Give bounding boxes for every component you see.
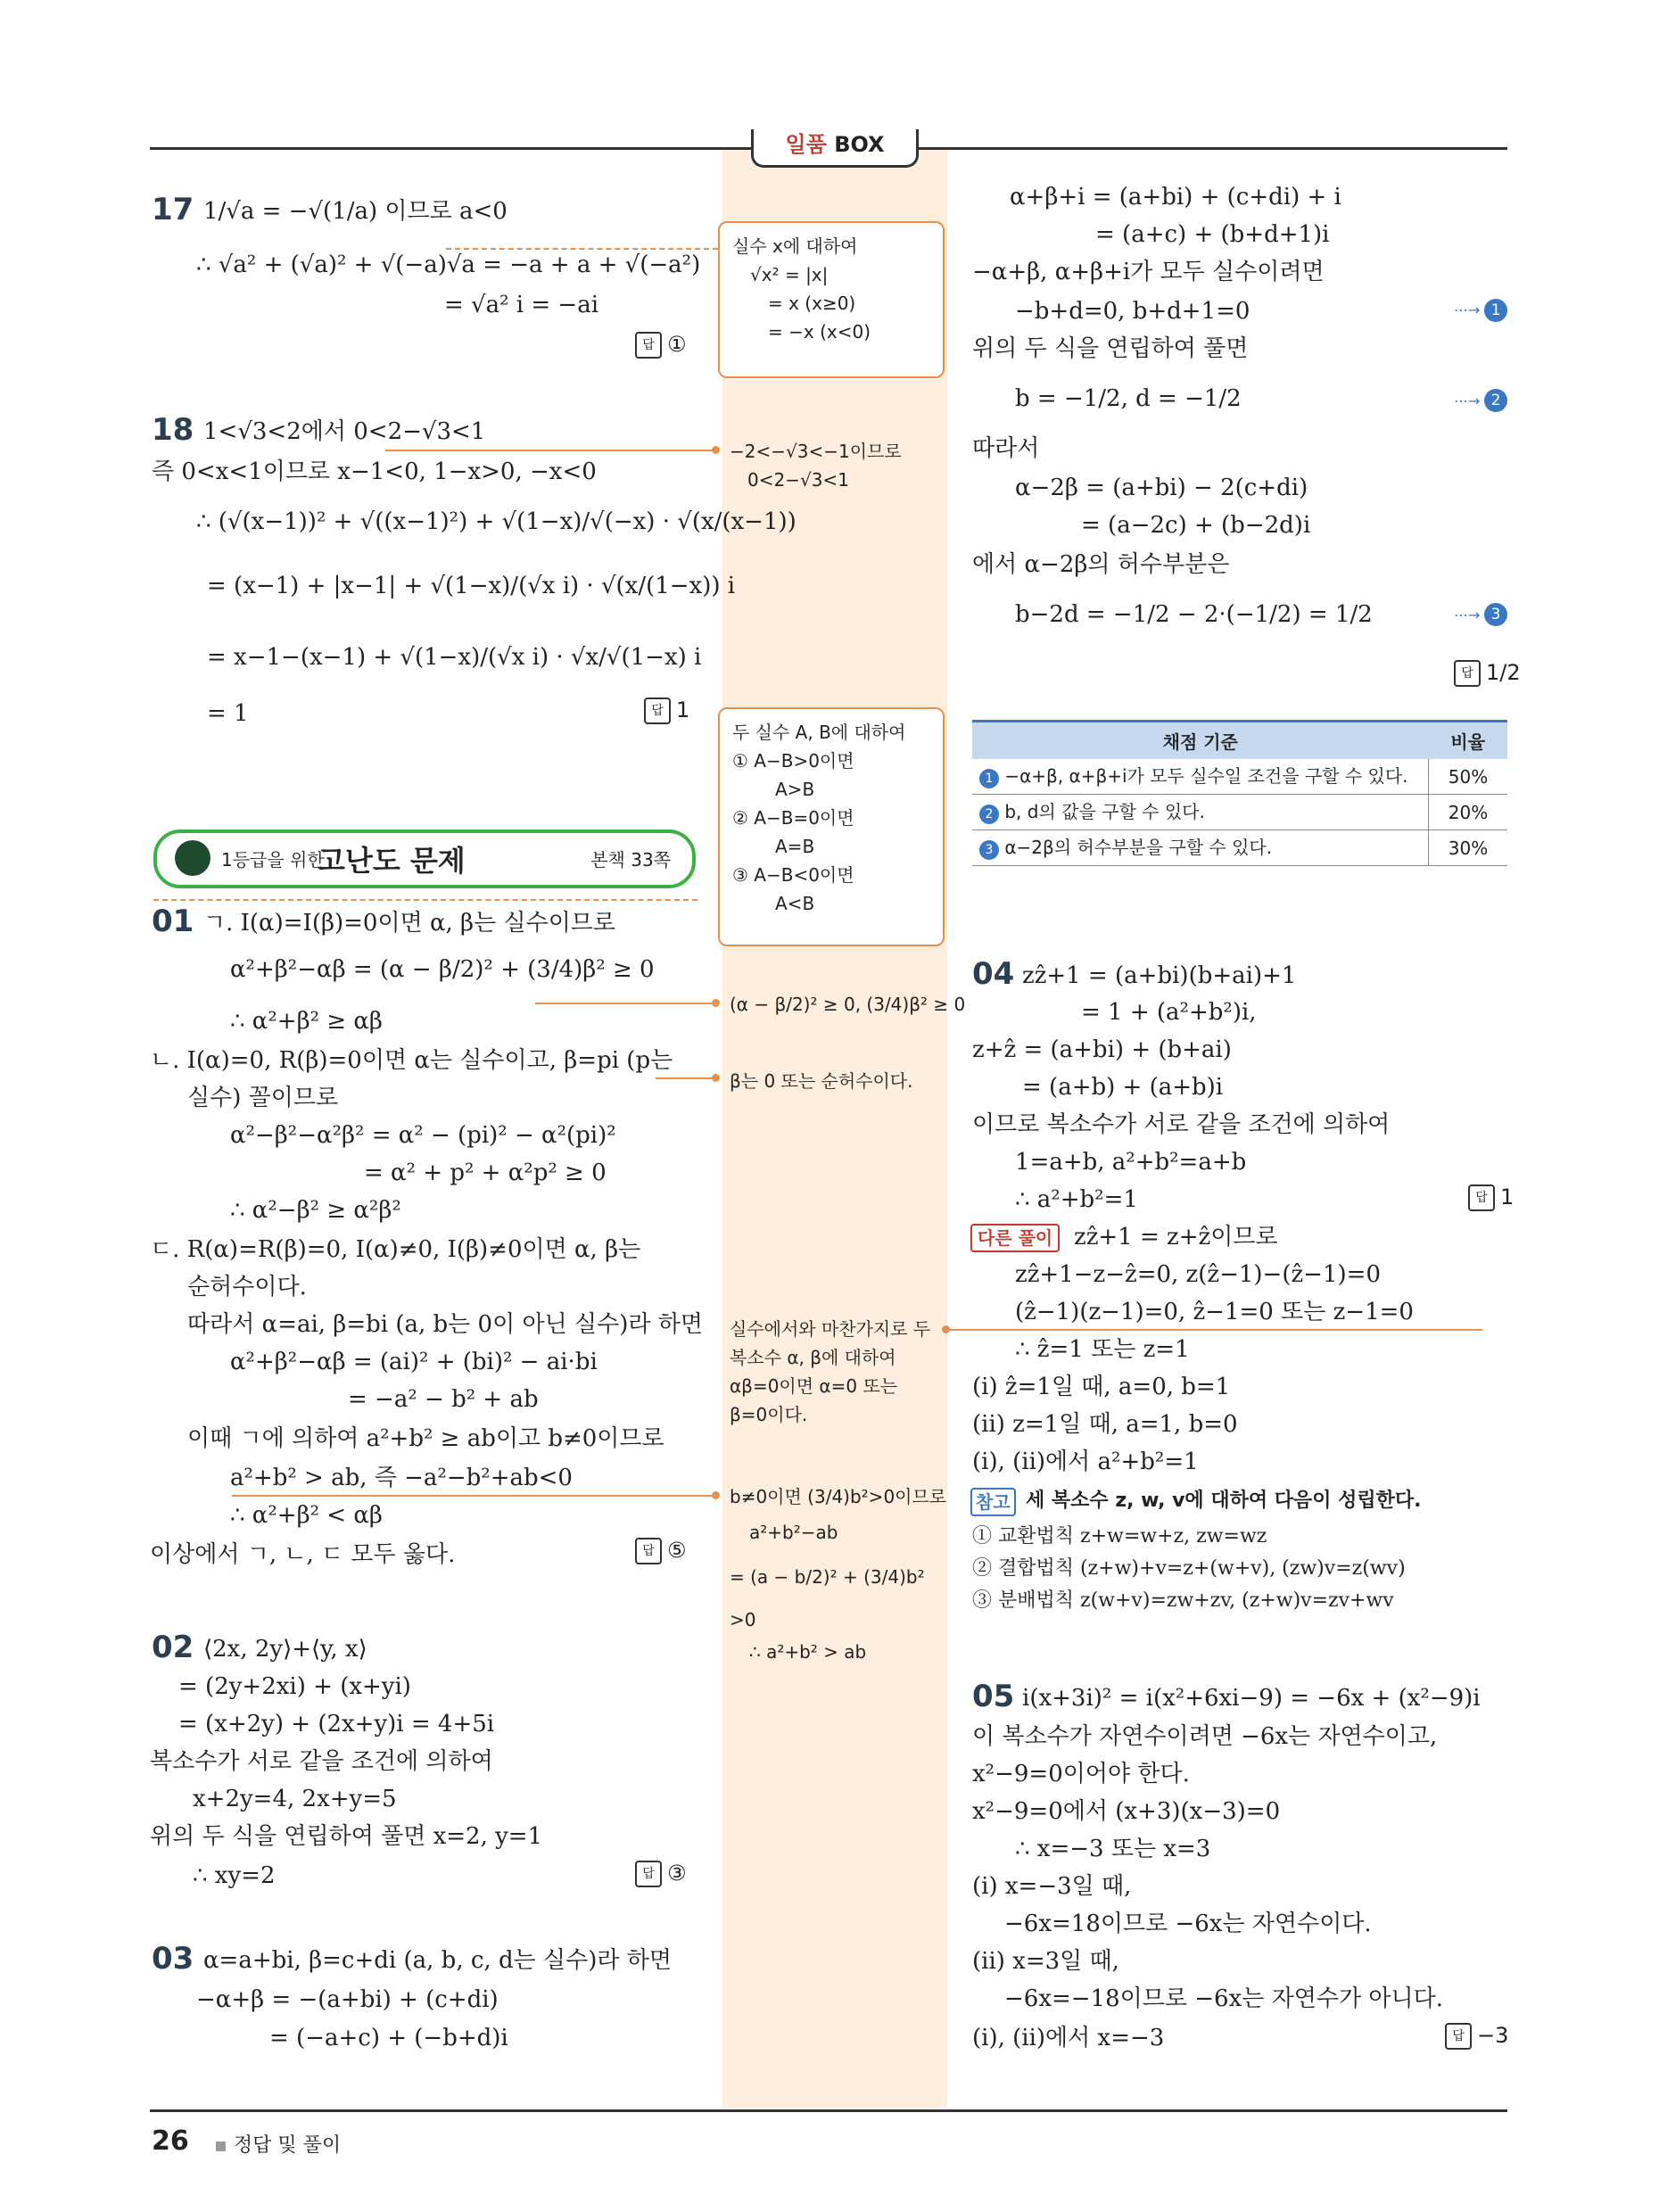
scoring-ratio: 30% bbox=[1429, 830, 1508, 866]
p04-line: = (a+b) + (a+b)i bbox=[1022, 1074, 1224, 1101]
p05-line: i(x+3i)² = i(x²+6xi−9) = −6x + (x²−9)i bbox=[1022, 1685, 1481, 1712]
problem-04-number: 04 bbox=[972, 956, 1015, 992]
p03-line: −α+β, α+β+i가 모두 실수이려면 bbox=[972, 259, 1325, 285]
p17-answer-value: ① bbox=[667, 332, 687, 357]
p01-line: α²+β²−αβ = (ai)² + (bi)² − ai·bi bbox=[230, 1349, 598, 1375]
p05-line: 이 복소수가 자연수이려면 −6x는 자연수이고, bbox=[972, 1723, 1438, 1750]
page-number: 26 bbox=[152, 2125, 189, 2157]
scoring-ratio: 20% bbox=[1429, 795, 1508, 830]
p17-line: ∴ √a² + (√a)² + √(−a)√a = −a + a + √(−a²) bbox=[196, 252, 701, 278]
link-dot bbox=[712, 1074, 720, 1082]
problem-01-number: 01 bbox=[152, 904, 194, 939]
side-note-01c: αβ=0이면 α=0 또는 bbox=[730, 1375, 898, 1397]
p01-underline bbox=[535, 1003, 717, 1004]
p02-line: 복소수가 서로 같을 조건에 의하여 bbox=[150, 1748, 493, 1775]
mark-arrow-icon: ⋯→ bbox=[1454, 607, 1481, 623]
p04-answer bbox=[1468, 1184, 1514, 1211]
p05-answer-value: −3 bbox=[1477, 2023, 1509, 2048]
p18-answer-value: 1 bbox=[676, 697, 690, 722]
answer-icon: 답 bbox=[1445, 2023, 1472, 2050]
answer-icon: 답 bbox=[1468, 1184, 1495, 1211]
p01-line: ㄴ. I(α)=0, R(β)=0이면 α는 실수이고, β=pi (p는 bbox=[150, 1047, 673, 1074]
p04-note-line: ② 결합법칙 (z+w)+v=z+(w+v), (zw)v=z(wv) bbox=[972, 1557, 1406, 1580]
p01-line: = −a² − b² + ab bbox=[348, 1386, 539, 1413]
box-label-en: BOX bbox=[834, 132, 885, 157]
p01-line: ∴ α²−β² ≥ α²β² bbox=[230, 1197, 401, 1224]
p01-line: 이때 ㄱ에 의하여 a²+b² ≥ ab이고 b≠0이므로 bbox=[187, 1425, 664, 1452]
problem-17-number: 17 bbox=[152, 192, 194, 227]
scoring-criteria: b, d의 값을 구할 수 있다. bbox=[1004, 801, 1205, 822]
p03-line: α+β+i = (a+bi) + (c+di) + i bbox=[1010, 184, 1341, 210]
side-note-line: A=B bbox=[775, 836, 815, 857]
p03-line: α−2β = (a+bi) − 2(c+di) bbox=[1015, 475, 1308, 501]
p17-answer bbox=[635, 332, 687, 359]
p05-line: (ⅰ) x=−3일 때, bbox=[972, 1873, 1132, 1900]
p18-answer bbox=[644, 697, 689, 724]
p01-line: α²+β²−αβ = (α − β/2)² + (3/4)β² ≥ 0 bbox=[230, 956, 655, 983]
table-row bbox=[972, 795, 1507, 830]
p03-line: α=a+bi, β=c+di (a, b, c, d는 실수)라 하면 bbox=[203, 1947, 672, 1974]
link-dot bbox=[712, 1491, 720, 1499]
p17-link-line bbox=[446, 248, 718, 250]
note-tag: 참고 bbox=[970, 1488, 1016, 1516]
p04-line: zẑ+1 = (a+bi)(b+ai)+1 bbox=[1022, 962, 1297, 989]
side-note-line: = x (x≥0) bbox=[768, 293, 856, 314]
p01-line: α²−β²−α²β² = α² − (pi)² − α²(pi)² bbox=[230, 1122, 616, 1149]
p18-line: = x−1−(x−1) + √(1−x)/(√x i) · √x/√(1−x) i bbox=[207, 644, 702, 671]
problem-03-number: 03 bbox=[152, 1941, 194, 1977]
p18-line: 즉 0<x<1이므로 x−1<0, 1−x>0, −x<0 bbox=[152, 458, 597, 485]
section-reference: 본책 33쪽 bbox=[590, 849, 671, 871]
p05-line: (ⅱ) x=3일 때, bbox=[972, 1948, 1119, 1975]
p01-underline bbox=[232, 1495, 717, 1497]
answer-icon: 답 bbox=[635, 1861, 662, 1887]
p03-answer bbox=[1454, 660, 1521, 687]
footer-title bbox=[214, 2130, 341, 2158]
p04-alt-line: ∴ ẑ=1 또는 z=1 bbox=[1015, 1336, 1190, 1363]
p04-underline bbox=[947, 1329, 1482, 1331]
p05-line: −6x=18이므로 −6x는 자연수이다. bbox=[1004, 1911, 1372, 1937]
answer-icon: 답 bbox=[1454, 660, 1481, 687]
box-label-ko: 일품 bbox=[785, 132, 827, 157]
section-subtitle: 1등급을 위한 bbox=[221, 849, 325, 871]
p04-line: 1=a+b, a²+b²=a+b bbox=[1015, 1149, 1247, 1176]
side-note-01d: a²+b²−ab bbox=[749, 1522, 838, 1543]
p01-line: 실수) 꼴이므로 bbox=[187, 1085, 339, 1111]
scoring-header-criteria: 채점 기준 bbox=[972, 722, 1429, 760]
p03-line: b−2d = −1/2 − 2·(−1/2) = 1/2 bbox=[1015, 601, 1373, 628]
p05-line: x²−9=0에서 (x+3)(x−3)=0 bbox=[972, 1798, 1281, 1825]
p04-alt-line: (ẑ−1)(z−1)=0, ẑ−1=0 또는 z−1=0 bbox=[1015, 1299, 1414, 1325]
side-note-01d: ∴ a²+b² > ab bbox=[749, 1641, 867, 1663]
link-dot bbox=[712, 446, 720, 454]
side-note-line: √x² = |x| bbox=[750, 264, 829, 285]
table-row bbox=[972, 759, 1507, 795]
p01-line: ㄷ. R(α)=R(β)=0, I(α)≠0, I(β)≠0이면 α, β는 bbox=[150, 1236, 641, 1263]
mark-arrow-icon: ⋯→ bbox=[1454, 392, 1481, 409]
p05-line: ∴ x=−3 또는 x=3 bbox=[1015, 1836, 1211, 1862]
scoring-header-row bbox=[972, 722, 1507, 760]
side-note-line: ① A−B>0이면 bbox=[732, 750, 854, 772]
p01-line: 따라서 α=ai, β=bi (a, b는 0이 아닌 실수)라 하면 bbox=[187, 1311, 703, 1338]
p05-line: (ⅰ), (ⅱ)에서 x=−3 bbox=[972, 2025, 1165, 2051]
side-note-01c: 복소수 α, β에 대하여 bbox=[730, 1347, 896, 1368]
p02-answer-value: ③ bbox=[667, 1861, 687, 1886]
p03-line: = (a+c) + (b+d+1)i bbox=[1095, 221, 1330, 248]
p05-line: −6x=−18이므로 −6x는 자연수가 아니다. bbox=[1004, 1985, 1443, 2012]
section-divider bbox=[153, 899, 697, 901]
p04-line: 이므로 복소수가 서로 같을 조건에 의하여 bbox=[972, 1111, 1391, 1138]
p04-alt-line: (ⅱ) z=1일 때, a=1, b=0 bbox=[972, 1411, 1238, 1438]
p04-answer-value: 1 bbox=[1500, 1184, 1515, 1209]
side-note-line: 두 실수 A, B에 대하여 bbox=[732, 722, 906, 743]
p04-line: = 1 + (a²+b²)i, bbox=[1081, 999, 1257, 1026]
scoring-criteria: −α+β, α+β+i가 모두 실수일 조건을 구할 수 있다. bbox=[1004, 765, 1408, 787]
side-note-01d: b≠0이면 (3/4)b²>0이므로 bbox=[730, 1486, 947, 1507]
p02-line: = (2y+2xi) + (x+yi) bbox=[178, 1673, 411, 1700]
p18-underline bbox=[385, 450, 717, 451]
side-note-01c: 실수에서와 마찬가지로 두 bbox=[730, 1318, 931, 1340]
p03-line: −α+β = −(a+bi) + (c+di) bbox=[196, 1986, 499, 2013]
side-note-line: ③ A−B<0이면 bbox=[732, 864, 854, 886]
p01-line: ㄱ. I(α)=I(β)=0이면 α, β는 실수이므로 bbox=[203, 910, 616, 937]
p18-line: = 1 bbox=[207, 700, 249, 727]
p17-line: 1/√a = −√(1/a) 이므로 a<0 bbox=[203, 198, 508, 225]
mark-1-badge: 1 bbox=[979, 769, 999, 788]
p01-underline bbox=[656, 1077, 717, 1079]
p04-line: ∴ a²+b²=1 bbox=[1015, 1186, 1138, 1213]
p18-line: 1<√3<2에서 0<2−√3<1 bbox=[203, 418, 486, 445]
side-note-18: −2<−√3<−1이므로 bbox=[730, 441, 902, 462]
alt-solution-tag: 다른 풀이 bbox=[970, 1224, 1060, 1252]
mark-3-badge: 3 bbox=[979, 840, 999, 860]
p03-line: = (a−2c) + (b−2d)i bbox=[1081, 512, 1311, 539]
p01-line: ∴ α²+β² ≥ αβ bbox=[230, 1008, 383, 1035]
side-note-line: A>B bbox=[775, 779, 815, 800]
mark-arrow-icon: ⋯→ bbox=[1454, 301, 1481, 318]
p04-note-line: 세 복소수 z, w, v에 대하여 다음이 성립한다. bbox=[1026, 1490, 1422, 1512]
footer-rule bbox=[150, 2109, 1507, 2112]
link-dot bbox=[942, 1325, 950, 1333]
p04-line: z+ẑ = (a+bi) + (b+ai) bbox=[972, 1036, 1232, 1063]
side-note-01a: (α − β/2)² ≥ 0, (3/4)β² ≥ 0 bbox=[730, 994, 966, 1015]
p02-line: x+2y=4, 2x+y=5 bbox=[193, 1786, 397, 1812]
mark-1-badge: 1 bbox=[1484, 299, 1507, 322]
mark-3-badge: 3 bbox=[1484, 603, 1507, 626]
p01-line: 이상에서 ㄱ, ㄴ, ㄷ 모두 옳다. bbox=[150, 1541, 456, 1568]
scoring-header-ratio: 비율 bbox=[1429, 722, 1508, 760]
section-banner bbox=[153, 830, 696, 888]
p05-line: x²−9=0이어야 한다. bbox=[972, 1761, 1190, 1787]
p03-line: 따라서 bbox=[972, 435, 1040, 462]
link-dot bbox=[712, 999, 720, 1007]
p02-line: ⟨2x, 2y⟩+⟨y, x⟩ bbox=[203, 1636, 367, 1663]
p01-line: 순허수이다. bbox=[187, 1274, 307, 1300]
side-note-01d: >0 bbox=[730, 1609, 756, 1630]
section-title: 고난도 문제 bbox=[318, 844, 466, 878]
answer-icon: 답 bbox=[635, 1538, 662, 1564]
answer-icon: 답 bbox=[635, 332, 662, 359]
p03-line: 에서 α−2β의 허수부분은 bbox=[972, 551, 1230, 578]
side-note-abs bbox=[718, 221, 945, 378]
p04-alt-line: (ⅰ), (ⅱ)에서 a²+b²=1 bbox=[972, 1449, 1199, 1475]
problem-05-number: 05 bbox=[972, 1679, 1015, 1714]
side-note-line: A<B bbox=[775, 893, 815, 914]
p01-line: ∴ α²+β² < αβ bbox=[230, 1502, 383, 1529]
scoring-cell bbox=[972, 795, 1429, 830]
footer-bullet: ▪ bbox=[214, 2134, 234, 2157]
p03-line: −b+d=0, b+d+1=0 bbox=[1015, 298, 1250, 325]
footer-title-text: 정답 및 풀이 bbox=[233, 2134, 342, 2157]
p03-line: 위의 두 식을 연립하여 풀면 bbox=[972, 335, 1249, 362]
scoring-ratio: 50% bbox=[1429, 759, 1508, 795]
side-note-01b: β는 0 또는 순허수이다. bbox=[730, 1070, 913, 1092]
p04-alt-line: zẑ+1 = z+ẑ이므로 bbox=[1074, 1224, 1278, 1250]
mark-2-badge: 2 bbox=[1484, 389, 1507, 412]
p01-line: a²+b² > ab, 즉 −a²−b²+ab<0 bbox=[230, 1465, 573, 1491]
scoring-cell bbox=[972, 759, 1429, 795]
p03-line: = (−a+c) + (−b+d)i bbox=[269, 2025, 508, 2051]
p01-answer-value: ⑤ bbox=[667, 1538, 687, 1563]
p17-line: = √a² i = −ai bbox=[444, 292, 599, 318]
p02-line: ∴ xy=2 bbox=[193, 1862, 276, 1889]
side-note-inequality bbox=[718, 707, 945, 946]
p02-line: 위의 두 식을 연립하여 풀면 x=2, y=1 bbox=[150, 1823, 543, 1850]
box-label bbox=[751, 129, 919, 168]
p01-answer bbox=[635, 1538, 687, 1564]
scoring-criteria: α−2β의 허수부분을 구할 수 있다. bbox=[1004, 837, 1273, 858]
scoring-cell bbox=[972, 830, 1429, 866]
p01-line: = α² + p² + α²p² ≥ 0 bbox=[364, 1160, 607, 1186]
side-note-01d: = (a − b/2)² + (3/4)b² bbox=[730, 1566, 925, 1588]
section-logo-icon bbox=[175, 840, 210, 876]
p03-line: b = −1/2, d = −1/2 bbox=[1015, 385, 1242, 412]
p18-line: ∴ (√(x−1))² + √((x−1)²) + √(1−x)/√(−x) · √(x/(x−1)) bbox=[196, 508, 796, 535]
answer-icon: 답 bbox=[644, 697, 671, 724]
table-row bbox=[972, 830, 1507, 866]
side-note-line: = −x (x<0) bbox=[768, 321, 871, 343]
side-note-line: ② A−B=0이면 bbox=[732, 807, 854, 829]
side-note-line: 실수 x에 대하여 bbox=[732, 235, 858, 257]
side-note-01c: β=0이다. bbox=[730, 1404, 808, 1425]
problem-02-number: 02 bbox=[152, 1630, 194, 1665]
p04-alt-line: (ⅰ) ẑ=1일 때, a=0, b=1 bbox=[972, 1374, 1231, 1400]
p04-alt-line: zẑ+1−z−ẑ=0, z(ẑ−1)−(ẑ−1)=0 bbox=[1015, 1261, 1381, 1288]
problem-18-number: 18 bbox=[152, 412, 194, 448]
p04-note-line: ③ 분배법칙 z(w+v)=zw+zv, (z+w)v=zv+wv bbox=[972, 1589, 1394, 1612]
p05-answer bbox=[1445, 2023, 1508, 2050]
scoring-table bbox=[972, 720, 1507, 866]
p03-answer-value: 1/2 bbox=[1486, 660, 1521, 685]
mark-2-badge: 2 bbox=[979, 805, 999, 824]
p18-line: = (x−1) + |x−1| + √(1−x)/(√x i) · √(x/(1−x)) i bbox=[207, 573, 736, 599]
p02-line: = (x+2y) + (2x+y)i = 4+5i bbox=[178, 1711, 495, 1737]
p04-note-line: ① 교환법칙 z+w=w+z, zw=wz bbox=[972, 1525, 1267, 1548]
p02-answer bbox=[635, 1861, 687, 1887]
side-note-18: 0<2−√3<1 bbox=[747, 469, 849, 491]
